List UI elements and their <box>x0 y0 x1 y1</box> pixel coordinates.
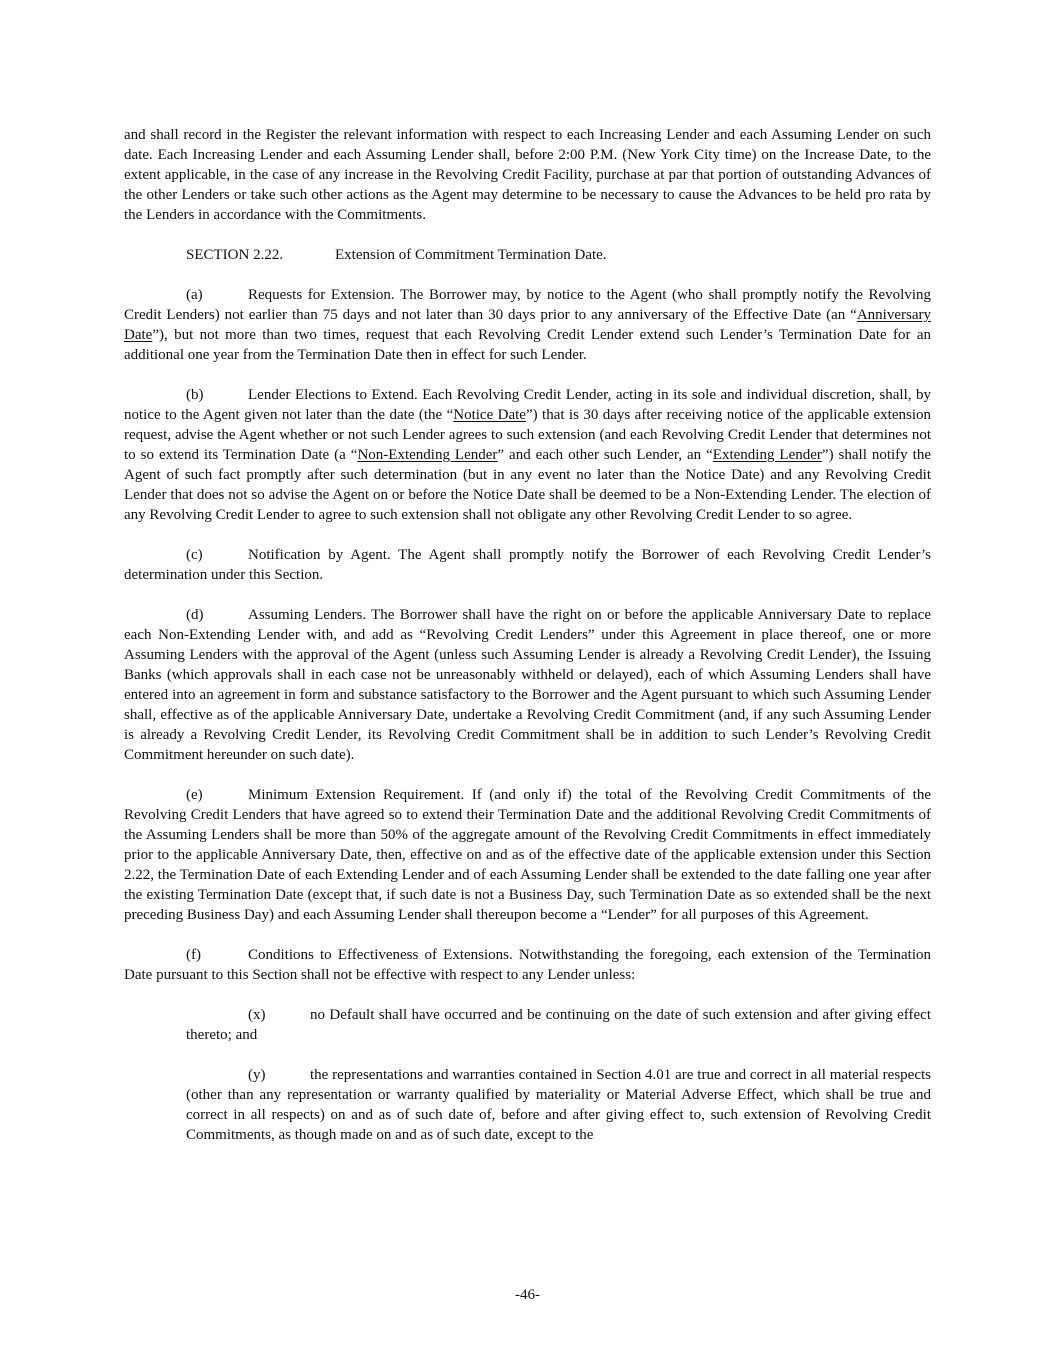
subclause-label: (x) <box>248 1007 266 1023</box>
subclause-block <box>186 1005 931 1145</box>
section-heading <box>124 245 931 265</box>
clause-heading: Requests for Extension. <box>248 287 395 303</box>
clause-c: (c) Notification by Agent. The Agent shall promptly notify the Borrower of each Revolving Credit Lender’s determination under this Section. <box>124 547 932 583</box>
clause-e: (e) Minimum Extension Requirement. If (and only if) the total of the Revolving Credit Commitments of the Revolving Credit Lenders that have agreed so to extend their Termination Date and the additional Revolving Credit Commitments of the Assuming Lenders shall be more than 50% of the aggregate amount of the Revolving Credit Commitments in effect immediately prior to the applicable Anniversary Date, then, effective on and as of the effective date of the applicable extension under this Section 2.22, the Termination Date of each Extending Lender and of each Assuming Lender shall be extended to the date falling one year after the existing Termination Date (except that, if such date is not a Business Day, such Termination Date as so extended shall be the next preceding Business Day) and each Assuming Lender shall thereupon become a “Lender” for all purposes of this Agreement. <box>124 787 931 923</box>
defined-term: Non-Extending Lender <box>357 447 498 463</box>
clause-f: (f) Conditions to Effectiveness of Extensions. Notwithstanding the foregoing, each extension of the Termination Date pursuant to this Section shall not be effective with respect to any Lender unless: <box>124 947 931 983</box>
defined-term: Anniversary Date <box>124 307 931 343</box>
paragraph-continuation: and shall record in the Register the relevant information with respect to each Increasing Lender and each Assuming Lender on such date. Each Increasing Lender and each Assuming Lender shall, before 2:00 P.M. (New York City time) on the Increase Date, to the extent applicable, in the case of any increase in the Revolving Credit Facility, purchase at par that portion of outstanding Advances of the other Lenders or take such other actions as the Agent may determine to be necessary to cause the Advances to be held pro rata by the Lenders in accordance with the Commitments. <box>124 127 931 223</box>
clause-heading: Assuming Lenders. <box>248 607 367 623</box>
clause-a: (a) Requests for Extension. The Borrower may, by notice to the Agent (who shall promptly notify the Revolving Credit Lenders) not earlier than 75 days and not later than 30 days prior to any anniversary of the Effective Date (an “Anniversary Date”), but not more than two times, request that each Revolving Credit Lender extend such Lender’s Termination Date for an additional one year from the Termination Date then in effect for such Lender. <box>124 287 931 363</box>
subclause-x: (x) no Default shall have occurred and be continuing on the date of such extension and after giving effect thereto; and <box>186 1007 931 1043</box>
section-number: SECTION 2.22. <box>186 247 284 263</box>
clause-label: (d) <box>186 607 204 623</box>
section-title: Extension of Commitment Termination Date. <box>335 247 607 263</box>
clause-label: (a) <box>186 287 203 303</box>
defined-term: Notice Date <box>453 407 526 423</box>
clause-label: (c) <box>186 547 203 563</box>
clause-label: (b) <box>186 387 204 403</box>
defined-term: Extending Lender <box>712 447 822 463</box>
page-number: -46- <box>515 1287 540 1303</box>
clause-b: (b) Lender Elections to Extend. Each Revolving Credit Lender, acting in its sole and individual discretion, shall, by notice to the Agent given not later than the date (the “Notice Date”) that is 30 days after receiving notice of the applicable extension request, advise the Agent whether or not such Lender agrees to such extension (and each Revolving Credit Lender that determines not to so extend its Termination Date (a “Non-Extending Lender” and each other such Lender, an “Extending Lender”) shall notify the Agent of such fact promptly after such determination (but in any event no later than the Notice Date) and any Revolving Credit Lender that does not so advise the Agent on or before the Notice Date shall be deemed to be a Non-Extending Lender. The election of any Revolving Credit Lender to agree to such extension shall not obligate any other Revolving Credit Lender to so agree. <box>124 387 931 523</box>
clause-label: (f) <box>186 947 201 963</box>
clause-d: (d) Assuming Lenders. The Borrower shall have the right on or before the applicable Anniversary Date to replace each Non-Extending Lender with, and add as “Revolving Credit Lenders” under this Agreement in place thereof, one or more Assuming Lenders with the approval of the Agent (unless such Assuming Lender is already a Revolving Credit Lender), the Issuing Banks (which approvals shall in each case not be unreasonably withheld or delayed), each of which Assuming Lenders shall have entered into an agreement in form and substance satisfactory to the Borrower and the Agent pursuant to which such Assuming Lender shall, effective as of the applicable Anniversary Date, undertake a Revolving Credit Commitment (and, if any such Assuming Lender is already a Revolving Credit Lender, its Revolving Credit Commitment shall be in addition to such Lender’s Revolving Credit Commitment hereunder on such date). <box>124 607 931 763</box>
clause-heading: Minimum Extension Requirement. <box>248 787 465 803</box>
subclause-label: (y) <box>248 1067 266 1083</box>
subclause-y: (y) the representations and warranties contained in Section 4.01 are true and correct in all material respects (other than any representation or warranty qualified by materiality or Material Adverse Effect, which shall be true and correct in all respects) on and as of such date of, before and after giving effect to, such extension of Revolving Credit Commitments, as though made on and as of such date, except to the <box>186 1067 931 1143</box>
page-content <box>124 125 931 1145</box>
clause-label: (e) <box>186 787 203 803</box>
clause-heading: Notification by Agent. <box>248 547 391 563</box>
clause-heading: Lender Elections to Extend. <box>248 387 418 403</box>
clause-heading: Conditions to Effectiveness of Extensions. <box>248 947 513 963</box>
